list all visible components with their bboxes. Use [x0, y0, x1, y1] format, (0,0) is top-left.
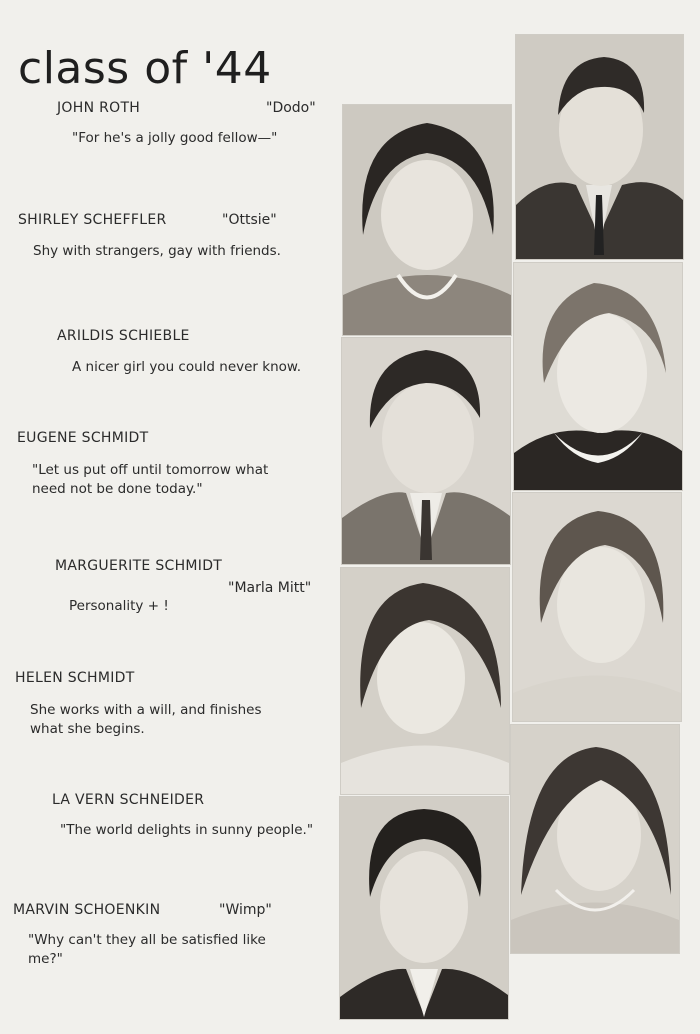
portrait-photo-john-roth — [515, 34, 684, 260]
student-nickname: "Ottsie" — [222, 212, 277, 228]
student-name: EUGENE SCHMIDT — [17, 430, 149, 446]
student-quote: Personality + ! — [69, 598, 169, 614]
student-name: MARVIN SCHOENKIN — [13, 902, 161, 918]
student-name: LA VERN SCHNEIDER — [52, 792, 205, 808]
student-quote: "The world delights in sunny people." — [60, 822, 314, 838]
student-quote: "Why can't they all be satisfied like me?" — [28, 932, 266, 967]
student-quote: A nicer girl you could never know. — [72, 359, 301, 375]
student-quote: "For he's a jolly good fellow—" — [72, 130, 278, 146]
portrait-photo-shirley-scheffler — [342, 104, 512, 336]
portrait-photo-la-vern-schneider — [510, 724, 680, 954]
student-quote: Shy with strangers, gay with friends. — [33, 243, 281, 259]
student-name: HELEN SCHMIDT — [15, 670, 135, 686]
portrait-photo-marguerite-schmidt — [512, 492, 682, 722]
portrait-photo-arildis-schieble — [513, 262, 683, 491]
portrait-photo-helen-schmidt — [340, 567, 510, 795]
student-quote: "Let us put off until tomorrow what need not be done today." — [32, 462, 269, 497]
student-quote: She works with a will, and finishes what she begins. — [30, 702, 262, 737]
student-name: MARGUERITE SCHMIDT — [55, 558, 223, 574]
student-nickname: "Dodo" — [266, 100, 316, 116]
page-title: class of '44 — [18, 43, 272, 95]
portrait-photo-marvin-schoenkin — [339, 796, 509, 1020]
portrait-photo-eugene-schmidt — [341, 337, 511, 565]
student-name: JOHN ROTH — [57, 100, 141, 116]
student-name: SHIRLEY SCHEFFLER — [18, 212, 167, 228]
student-name: ARILDIS SCHIEBLE — [57, 328, 190, 344]
student-nickname: "Wimp" — [219, 902, 272, 918]
student-nickname: "Marla Mitt" — [228, 580, 312, 596]
